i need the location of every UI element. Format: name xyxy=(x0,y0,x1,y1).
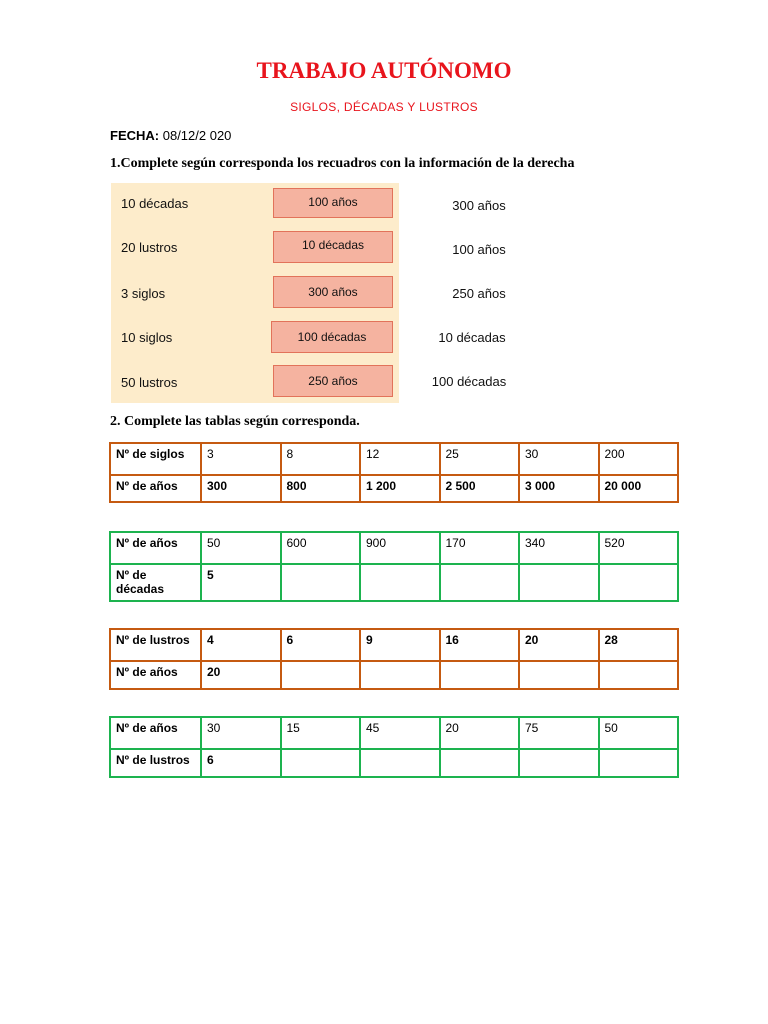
table-cell xyxy=(281,749,361,777)
table-row xyxy=(110,532,678,564)
table-cell: 20 xyxy=(519,629,599,661)
table-cell xyxy=(519,749,599,777)
table-cell: 3 xyxy=(201,443,281,475)
table-cell: 20 000 xyxy=(599,475,679,502)
table-siglos-anos xyxy=(109,442,679,503)
table-cell xyxy=(360,661,440,689)
matching-row xyxy=(111,365,399,397)
answer-box: 300 años xyxy=(273,276,393,308)
option-item: 300 años xyxy=(452,198,506,213)
page-title: TRABAJO AUTÓNOMO xyxy=(256,58,512,83)
table-cell: 30 xyxy=(519,443,599,475)
row-label: Nº de siglos xyxy=(110,443,201,475)
row-label: Nº de años xyxy=(110,532,201,564)
table-cell xyxy=(360,564,440,601)
date-line xyxy=(110,128,231,143)
table-cell: 30 xyxy=(201,717,281,749)
table-cell xyxy=(519,661,599,689)
option-item: 250 años xyxy=(452,286,506,301)
table-cell: 600 xyxy=(281,532,361,564)
table-cell: 2 500 xyxy=(440,475,520,502)
table-cell: 5 xyxy=(201,564,281,601)
table-cell: 340 xyxy=(519,532,599,564)
table-cell: 520 xyxy=(599,532,679,564)
matching-left-item: 10 décadas xyxy=(121,196,189,211)
answer-box: 250 años xyxy=(273,365,393,397)
matching-left-item: 3 siglos xyxy=(121,286,166,301)
table-cell: 25 xyxy=(440,443,520,475)
table-cell xyxy=(440,749,520,777)
row-label: Nº de años xyxy=(110,475,201,502)
table-cell: 12 xyxy=(360,443,440,475)
row-label: Nº de lustros xyxy=(110,749,201,777)
table-cell: 16 xyxy=(440,629,520,661)
table-cell xyxy=(281,564,361,601)
table-anos-decadas xyxy=(109,531,679,602)
matching-row xyxy=(111,276,399,308)
exercise-1-instruction: 1.Complete según corresponda los recuadros con la información de la derecha xyxy=(110,156,575,171)
table-cell: 20 xyxy=(440,717,520,749)
row-label: Nº de años xyxy=(110,661,201,689)
table-cell: 28 xyxy=(599,629,679,661)
table-cell: 8 xyxy=(281,443,361,475)
table-cell: 45 xyxy=(360,717,440,749)
table-cell xyxy=(440,661,520,689)
table-row xyxy=(110,443,678,475)
page-subtitle: SIGLOS, DÉCADAS Y LUSTROS xyxy=(290,100,478,114)
option-item: 10 décadas xyxy=(438,330,506,345)
matching-left-item: 20 lustros xyxy=(121,240,178,255)
table-cell: 170 xyxy=(440,532,520,564)
table-cell: 3 000 xyxy=(519,475,599,502)
table-lustros-anos xyxy=(109,628,679,690)
table-cell: 6 xyxy=(281,629,361,661)
table-cell: 1 200 xyxy=(360,475,440,502)
row-label: Nº de años xyxy=(110,717,201,749)
table-anos-lustros xyxy=(109,716,679,778)
matching-row xyxy=(111,188,399,220)
table-cell xyxy=(440,564,520,601)
table-cell xyxy=(281,661,361,689)
exercise-2-instruction: 2. Complete las tablas según corresponda. xyxy=(110,414,360,429)
row-label: Nº de lustros xyxy=(110,629,201,661)
matching-row xyxy=(111,231,399,263)
table-cell: 50 xyxy=(201,532,281,564)
table-cell xyxy=(519,564,599,601)
table-cell: 50 xyxy=(599,717,679,749)
table-cell xyxy=(599,661,679,689)
matching-left-item: 50 lustros xyxy=(121,375,178,390)
date-label: FECHA: xyxy=(110,128,160,143)
matching-row xyxy=(111,321,399,353)
table-cell: 4 xyxy=(201,629,281,661)
table-cell xyxy=(599,564,679,601)
table-cell: 800 xyxy=(281,475,361,502)
table-cell: 9 xyxy=(360,629,440,661)
table-cell xyxy=(599,749,679,777)
answer-box: 100 décadas xyxy=(271,321,393,353)
answer-box: 10 décadas xyxy=(273,231,393,263)
table-cell: 300 xyxy=(201,475,281,502)
date-value: 08/12/2 020 xyxy=(162,128,232,143)
table-cell: 200 xyxy=(599,443,679,475)
table-row xyxy=(110,717,678,749)
row-label: Nº de décadas xyxy=(110,564,201,601)
table-cell: 900 xyxy=(360,532,440,564)
table-cell: 6 xyxy=(201,749,281,777)
table-cell xyxy=(360,749,440,777)
table-cell: 15 xyxy=(281,717,361,749)
table-cell: 20 xyxy=(201,661,281,689)
table-row xyxy=(110,749,678,777)
table-row xyxy=(110,564,678,601)
matching-left-item: 10 siglos xyxy=(121,330,173,345)
matching-panel xyxy=(111,183,399,403)
option-item: 100 años xyxy=(452,242,506,257)
table-cell: 75 xyxy=(519,717,599,749)
answer-box: 100 años xyxy=(273,188,393,218)
table-row xyxy=(110,661,678,689)
table-row xyxy=(110,475,678,502)
table-row xyxy=(110,629,678,661)
option-item: 100 décadas xyxy=(431,374,507,389)
